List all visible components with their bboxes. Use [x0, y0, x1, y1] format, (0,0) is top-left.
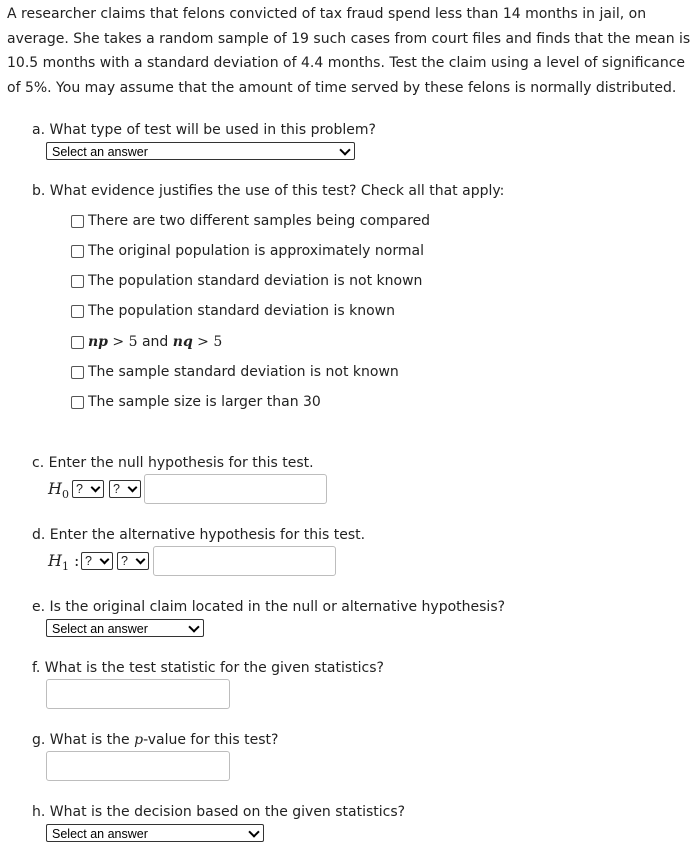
option-label: There are two different samples being compared: [88, 213, 431, 229]
nq-symbol: nq: [172, 334, 193, 350]
p-symbol: p: [134, 732, 144, 748]
question-g-prefix: g. What is the: [32, 732, 135, 748]
select-value: ?: [113, 482, 120, 496]
h-subscript: 0: [61, 488, 69, 502]
select-value: ?: [121, 554, 128, 568]
evidence-option-pop-sd-known[interactable]: [71, 302, 395, 320]
nq-condition: > 5: [192, 334, 223, 350]
null-value-input[interactable]: [144, 474, 327, 504]
evidence-option-pop-sd-unknown[interactable]: [71, 272, 422, 290]
colon: :: [68, 551, 80, 570]
checkbox[interactable]: [71, 305, 84, 318]
null-param-select[interactable]: [72, 480, 104, 498]
option-label: The original population is approximately normal: [88, 243, 424, 259]
chevron-down-icon: [188, 621, 199, 632]
evidence-option-two-samples[interactable]: [71, 212, 430, 230]
checkbox[interactable]: [71, 366, 84, 379]
alt-operator-select[interactable]: [117, 552, 149, 570]
decision-select-value: Select an answer: [52, 827, 148, 841]
chevron-down-icon: [136, 555, 146, 565]
question-f-label: f. What is the test statistic for the given statistics?: [32, 660, 384, 676]
chevron-down-icon: [128, 483, 138, 493]
test-type-select[interactable]: [46, 142, 355, 160]
select-value: ?: [76, 482, 83, 496]
evidence-option-sample-sd-unknown[interactable]: [71, 363, 399, 381]
null-operator-select[interactable]: [109, 480, 141, 498]
problem-statement: A researcher claims that felons convicted of tax fraud spend less than 14 months in jail, on average. She takes a random sample of 19 such cases from court files and finds that the mean is 10.5 months with a standard deviation of 4.4 months. Test the claim using a level of significance of 5%. You may assume that the amount of time served by these felons is normally distributed.: [7, 6, 691, 96]
claim-location-select-value: Select an answer: [52, 622, 148, 636]
evidence-option-population-normal[interactable]: [71, 242, 424, 260]
question-g-suffix: -value for this test?: [143, 732, 279, 748]
alt-hypothesis-symbol: [48, 551, 79, 573]
alt-value-input[interactable]: [153, 546, 336, 576]
option-label: The sample standard deviation is not known: [88, 364, 399, 380]
np-symbol: np: [88, 334, 108, 350]
alt-param-select[interactable]: [81, 552, 113, 570]
select-value: ?: [85, 554, 92, 568]
option-label: The sample size is larger than 30: [88, 394, 321, 410]
option-label: The population standard deviation is not known: [88, 273, 423, 289]
null-hypothesis-symbol: [48, 479, 69, 501]
h-letter: H: [48, 551, 62, 570]
question-d-label: d. Enter the alternative hypothesis for this test.: [32, 527, 366, 543]
and-text: and: [137, 334, 173, 350]
question-b-label: b. What evidence justifies the use of this test? Check all that apply:: [32, 183, 505, 199]
chevron-down-icon: [339, 144, 350, 155]
option-label: The population standard deviation is known: [88, 303, 396, 319]
chevron-down-icon: [100, 555, 110, 565]
question-e-label: e. Is the original claim located in the null or alternative hypothesis?: [32, 599, 506, 615]
test-type-select-value: Select an answer: [52, 145, 148, 159]
h-subscript: 1: [61, 560, 69, 574]
test-statistic-input[interactable]: [46, 679, 230, 709]
chevron-down-icon: [248, 826, 259, 837]
question-c-label: c. Enter the null hypothesis for this test.: [32, 455, 314, 471]
question-g-label: [32, 731, 278, 749]
claim-location-select[interactable]: [46, 619, 204, 637]
h-letter: H: [48, 479, 62, 498]
question-a-label: a. What type of test will be used in this problem?: [32, 122, 376, 138]
question-h-label: h. What is the decision based on the given statistics?: [32, 804, 406, 820]
np-condition: > 5: [107, 334, 138, 350]
checkbox[interactable]: [71, 396, 84, 409]
evidence-option-np-nq[interactable]: [71, 333, 222, 351]
p-value-input[interactable]: [46, 751, 230, 781]
chevron-down-icon: [91, 483, 101, 493]
checkbox[interactable]: [71, 215, 84, 228]
option-label: [88, 333, 222, 351]
checkbox[interactable]: [71, 275, 84, 288]
decision-select[interactable]: [46, 824, 264, 842]
evidence-option-sample-size-30[interactable]: [71, 393, 321, 411]
checkbox[interactable]: [71, 245, 84, 258]
checkbox[interactable]: [71, 336, 84, 349]
